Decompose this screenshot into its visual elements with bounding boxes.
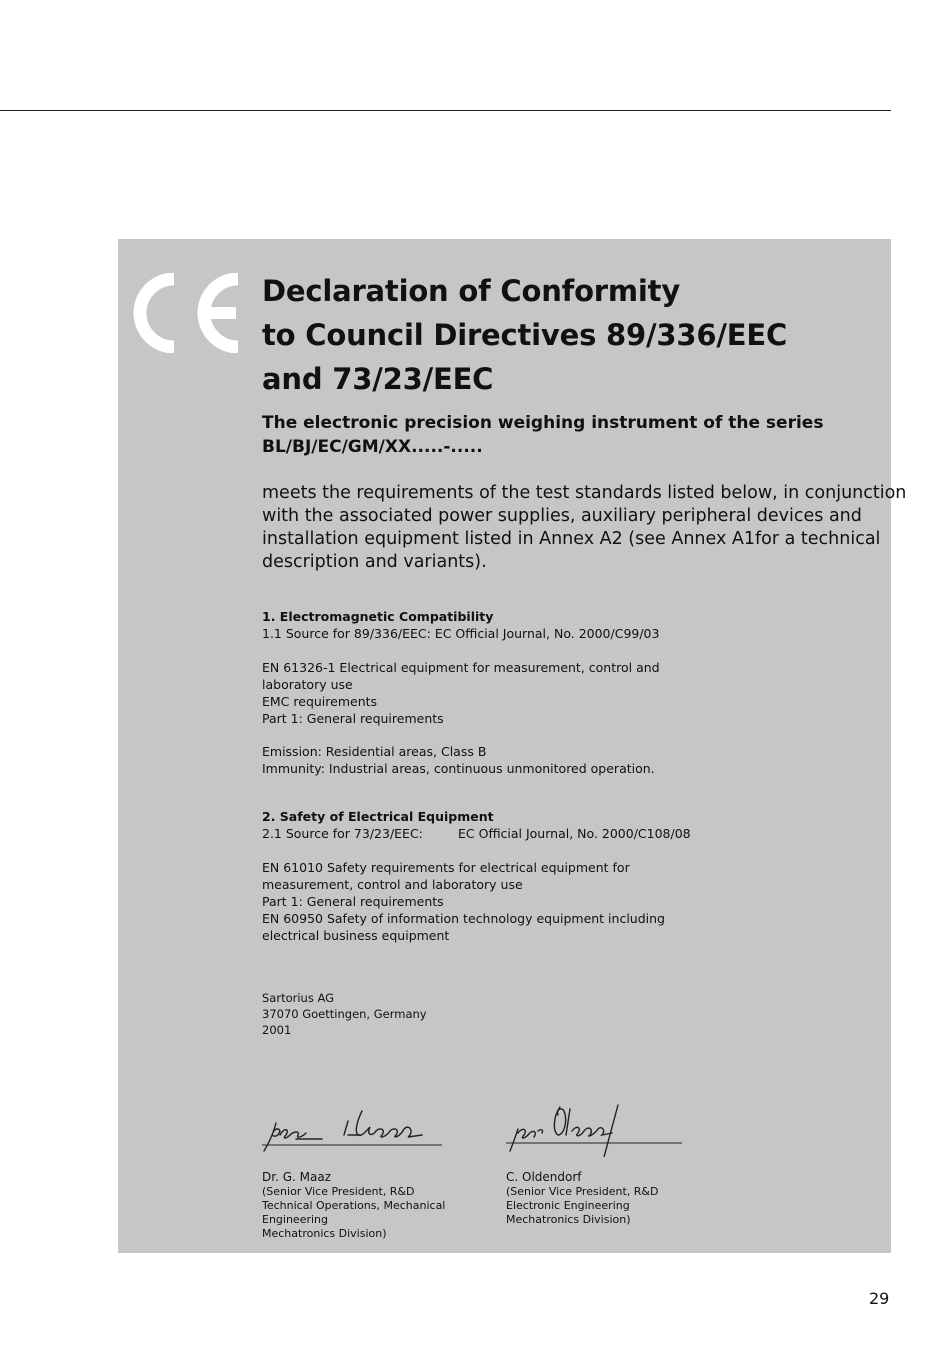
signatory-role-line: Technical Operations, Mechanical xyxy=(262,1199,446,1212)
signatory-role-line: (Senior Vice President, R&D xyxy=(506,1185,659,1198)
section-safety-standard xyxy=(262,859,882,944)
signatory-role-line: Mechatronics Division) xyxy=(262,1227,387,1240)
emission-line: Immunity: Industrial areas, continuous unmonitored operation. xyxy=(262,761,655,776)
section-heading: 2. Safety of Electrical Equipment xyxy=(262,809,494,824)
standard-line: EMC requirements xyxy=(262,694,378,709)
ce-mark-icon xyxy=(132,273,244,353)
signatory-role-line: Electronic Engineering xyxy=(506,1199,630,1212)
title-line: and 73/23/EEC xyxy=(262,362,494,396)
company-line: 2001 xyxy=(262,1023,292,1037)
top-rule xyxy=(0,110,891,111)
section-source: 1.1 Source for 89/336/EEC: EC Official Journal, No. 2000/C99/03 xyxy=(262,626,660,641)
standard-line: Part 1: General requirements xyxy=(262,711,444,726)
emission-line: Emission: Residential areas, Class B xyxy=(262,744,487,759)
handwritten-signature-maaz xyxy=(262,1101,442,1157)
source-label: 2.1 Source for 73/23/EEC: xyxy=(262,826,423,841)
company-line: 37070 Goettingen, Germany xyxy=(262,1007,427,1021)
intro-line: meets the requirements of the test standards listed below, in conjunction xyxy=(262,483,907,503)
standard-line: EN 61326-1 Electrical equipment for measurement, control and xyxy=(262,660,660,675)
subtitle-line: The electronic precision weighing instrument of the series xyxy=(262,413,824,433)
title-line: to Council Directives 89/336/EEC xyxy=(262,318,788,352)
signatory-role-line: (Senior Vice President, R&D xyxy=(262,1185,415,1198)
intro-line: with the associated power supplies, auxiliary peripheral devices and xyxy=(262,506,862,526)
signatory-role-line: Engineering xyxy=(262,1213,328,1226)
source-value: EC Official Journal, No. 2000/C108/08 xyxy=(458,826,691,841)
standard-line: laboratory use xyxy=(262,677,353,692)
instrument-series xyxy=(262,411,882,459)
standard-line: EN 61010 Safety requirements for electrical equipment for xyxy=(262,860,630,875)
section-emc-emission xyxy=(262,743,882,777)
section-emc-header xyxy=(262,608,882,642)
signatory-role-line: Mechatronics Division) xyxy=(506,1213,631,1226)
title-line: Declaration of Conformity xyxy=(262,274,681,308)
standard-line: Part 1: General requirements xyxy=(262,894,444,909)
declaration-title xyxy=(262,269,882,401)
company-address xyxy=(262,990,427,1038)
signatory-name: C. Oldendorf xyxy=(506,1170,582,1184)
intro-line: description and variants). xyxy=(262,552,487,572)
handwritten-signature-oldendorf xyxy=(506,1101,682,1157)
declaration-panel xyxy=(118,239,907,1253)
company-line: Sartorius AG xyxy=(262,991,335,1005)
standard-line: electrical business equipment xyxy=(262,928,450,943)
standard-line: EN 60950 Safety of information technology equipment including xyxy=(262,911,665,926)
intro-line: installation equipment listed in Annex A2 (see Annex A1for a technical xyxy=(262,529,881,549)
page-number: 29 xyxy=(869,1289,890,1308)
section-source xyxy=(262,825,882,842)
standard-line: measurement, control and laboratory use xyxy=(262,877,523,892)
signatory-name: Dr. G. Maaz xyxy=(262,1170,331,1184)
signatory-oldendorf xyxy=(506,1101,682,1227)
section-heading: 1. Electromagnetic Compatibility xyxy=(262,609,494,624)
section-safety-header xyxy=(262,808,882,842)
section-emc-standard xyxy=(262,659,882,727)
subtitle-line: BL/BJ/EC/GM/XX.....-..... xyxy=(262,437,483,457)
intro-paragraph xyxy=(262,482,907,574)
signatory-maaz xyxy=(262,1101,446,1241)
